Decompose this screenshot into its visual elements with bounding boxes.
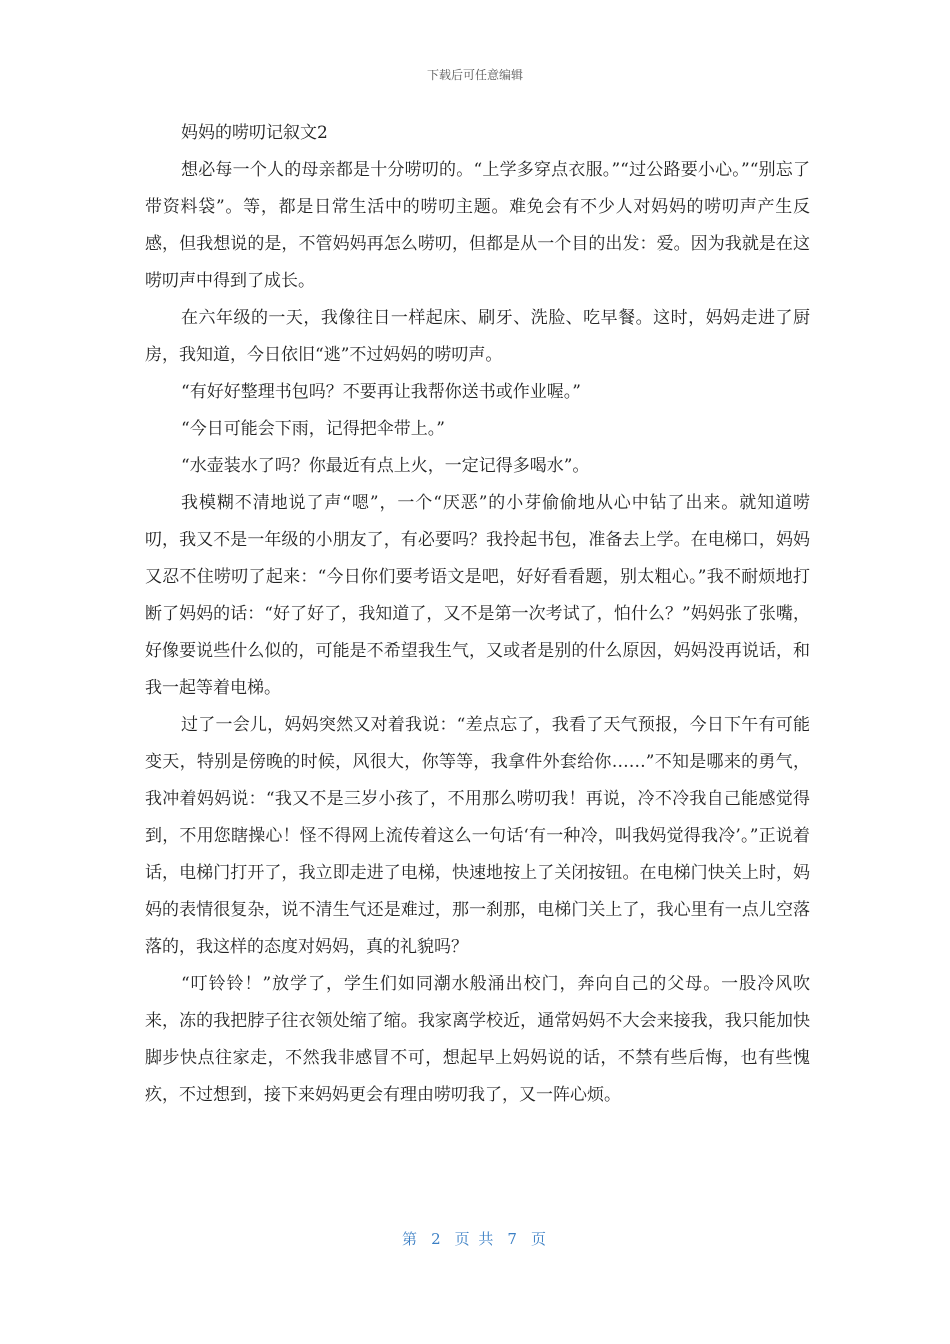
paragraph: “今日可能会下雨，记得把伞带上。”	[181, 419, 445, 439]
page-prefix: 第	[402, 1230, 420, 1248]
paragraph: “水壶装水了吗？你最近有点上火，一定记得多喝水”。	[181, 456, 590, 476]
page-middle: 页 共	[454, 1230, 496, 1248]
page-header: 下载后可任意编辑	[426, 68, 523, 82]
current-page-number: 2	[431, 1230, 443, 1248]
document-title: 妈妈的唠叨记叙文2	[181, 123, 328, 143]
document-body	[145, 115, 810, 1114]
total-pages-number: 7	[507, 1230, 519, 1248]
paragraph: “有好好整理书包吗？不要再让我帮你送书或作业喔。”	[181, 382, 581, 402]
paragraph: 过了一会儿，妈妈突然又对着我说：“差点忘了，我看了天气预报，今日下午有可能变天，特别是傍晚的时候，风很大，你等等，我拿件外套给你……”不知是哪来的勇气，我冲着妈妈说：“我又不是三岁小孩了，不用那么唠叨我！再说，冷不冷我自己能感觉得到，不用您瞎操心！怪不得网上流传着这么一句话‘有一种冷，叫我妈觉得我冷’。”正说着话，电梯门打开了，我立即走进了电梯，快速地按上了关闭按钮。在电梯门快关上时，妈妈的表情很复杂，说不清生气还是难过，那一刹那，电梯门关上了，我心里有一点儿空落落的，我这样的态度对妈妈，真的礼貌吗？	[145, 715, 810, 957]
page-footer	[0, 1228, 950, 1249]
page-suffix: 页	[530, 1230, 548, 1248]
paragraph: 在六年级的一天，我像往日一样起床、刷牙、洗脸、吃早餐。这时，妈妈走进了厨房，我知道，今日依旧“逃”不过妈妈的唠叨声。	[145, 308, 810, 365]
paragraph: 我模糊不清地说了声“嗯”，一个“厌恶”的小芽偷偷地从心中钻了出来。就知道唠叨，我又不是一年级的小朋友了，有必要吗？我拎起书包，准备去上学。在电梯口，妈妈又忍不住唠叨了起来：“今日你们要考语文是吧，好好看看题，别太粗心。”我不耐烦地打断了妈妈的话：“好了好了，我知道了，又不是第一次考试了，怕什么？”妈妈张了张嘴，好像要说些什么似的，可能是不希望我生气，又或者是别的什么原因，妈妈没再说话，和我一起等着电梯。	[145, 493, 810, 698]
paragraph: “叮铃铃！”放学了，学生们如同潮水般涌出校门，奔向自己的父母。一股冷风吹来，冻的我把脖子往衣领处缩了缩。我家离学校近，通常妈妈不大会来接我，我只能加快脚步快点往家走，不然我非感冒不可，想起早上妈妈说的话，不禁有些后悔，也有些愧疚，不过想到，接下来妈妈更会有理由唠叨我了，又一阵心烦。	[145, 974, 810, 1105]
paragraph: 想必每一个人的母亲都是十分唠叨的。“上学多穿点衣服。”“过公路要小心。”“别忘了带资料袋”。等，都是日常生活中的唠叨主题。难免会有不少人对妈妈的唠叨声产生反感，但我想说的是，不管妈妈再怎么唠叨，但都是从一个目的出发：爱。因为我就是在这唠叨声中得到了成长。	[145, 160, 810, 291]
